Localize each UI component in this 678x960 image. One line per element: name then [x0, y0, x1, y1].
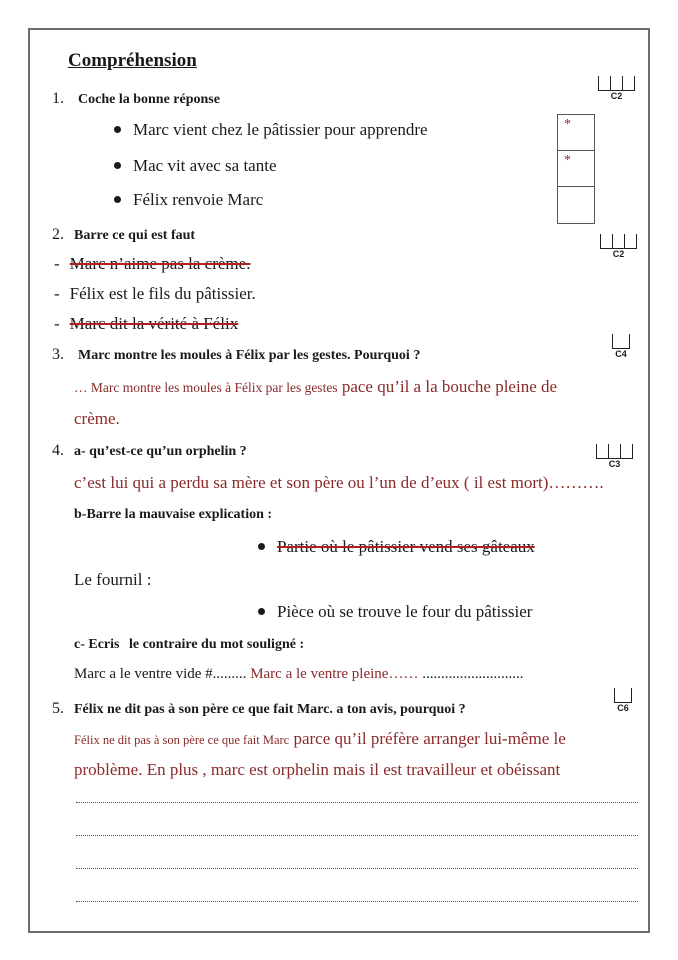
question-3-number: 3.: [52, 346, 64, 363]
q3-answer-line-2: crème.: [74, 409, 120, 428]
bullet-icon: [114, 196, 121, 203]
checkbox-1[interactable]: [558, 115, 594, 151]
q4c-answer: Marc a le ventre vide #......... Marc a le ventre pleine…… ...........................: [74, 666, 524, 682]
q3-answer-line-1: … Marc montre les moules à Félix par les gestes pace qu’il a la bouche pleine de: [74, 377, 558, 396]
question-2-number: 2.: [52, 226, 64, 243]
q1-option-3: Félix renvoie Marc: [114, 190, 263, 210]
check-mark: *: [564, 153, 571, 168]
answer-line-3[interactable]: [76, 866, 638, 869]
q5-answer-line-1: Félix ne dit pas à son père ce que fait Marc parce qu’il préfère arranger lui-même le: [74, 729, 566, 748]
bullet-icon: [114, 162, 121, 169]
q2-statement-1: - Marc n’aime pas la crème.: [54, 254, 251, 273]
score-label-q1: C2: [610, 91, 623, 101]
question-4a: [52, 442, 247, 460]
q4b-label: Le fournil :: [74, 570, 152, 589]
q1-option-2: Mac vit avec sa tante: [114, 156, 277, 176]
question-5-text: Félix ne dit pas à son père ce que fait Marc. a ton avis, pourquoi ?: [74, 702, 466, 717]
question-4c-text-1: c- Ecris: [74, 637, 120, 652]
answer-line-2[interactable]: [76, 833, 638, 836]
question-4b-text: b-Barre la mauvaise explication :: [74, 507, 273, 522]
q5-answer-line-2: problème. En plus , marc est orphelin mais il est travailleur et obéissant: [74, 760, 561, 779]
bullet-icon: [258, 608, 265, 615]
score-box-q1: [598, 76, 635, 101]
bullet-icon: [114, 126, 121, 133]
bullet-icon: [258, 543, 265, 550]
score-label-q2: C2: [612, 249, 625, 259]
question-2: [52, 226, 195, 244]
question-3: [52, 346, 420, 364]
question-5-number: 5.: [52, 700, 64, 717]
score-label-q4: C3: [608, 459, 621, 469]
answer-line-4[interactable]: [76, 899, 638, 902]
score-label-q5: C6: [617, 703, 629, 713]
checkbox-grid: [557, 114, 595, 224]
score-box-q3: [612, 334, 630, 359]
score-box-q2: [600, 234, 637, 259]
question-4c: [74, 637, 304, 653]
page-title: Compréhension: [68, 50, 197, 71]
score-box-q4: [596, 444, 633, 469]
checkbox-2[interactable]: [558, 151, 594, 187]
q4b-option-1: Partie où le pâtissier vend ses gâteaux: [258, 537, 535, 557]
check-mark: *: [564, 117, 571, 132]
q4b-option-2: Pièce où se trouve le four du pâtissier: [258, 602, 532, 622]
question-2-text: Barre ce qui est faut: [74, 228, 196, 243]
answer-line-1[interactable]: [76, 800, 638, 803]
q1-option-1: Marc vient chez le pâtissier pour apprendre: [114, 120, 428, 140]
question-1-number: 1.: [52, 90, 64, 107]
score-box-q5: [614, 688, 632, 713]
question-3-text: Marc montre les moules à Félix par les gestes. Pourquoi ?: [78, 348, 421, 363]
question-4-number: 4.: [52, 442, 64, 459]
score-label-q3: C4: [615, 349, 627, 359]
q2-statement-3: - Marc dit la vérité à Félix: [54, 314, 239, 333]
q4a-answer: c’est lui qui a perdu sa mère et son père ou l’un de d’eux ( il est mort)……….: [74, 473, 604, 492]
question-4a-text: a- qu’est-ce qu’un orphelin ?: [74, 444, 247, 459]
question-1: [52, 90, 220, 108]
q2-statement-2: - Félix est le fils du pâtissier.: [54, 284, 256, 303]
question-4c-text-2: le contraire du mot souligné :: [128, 637, 305, 652]
checkbox-3[interactable]: [558, 187, 594, 223]
question-5: [52, 700, 466, 718]
question-1-text: Coche la bonne réponse: [78, 92, 220, 107]
